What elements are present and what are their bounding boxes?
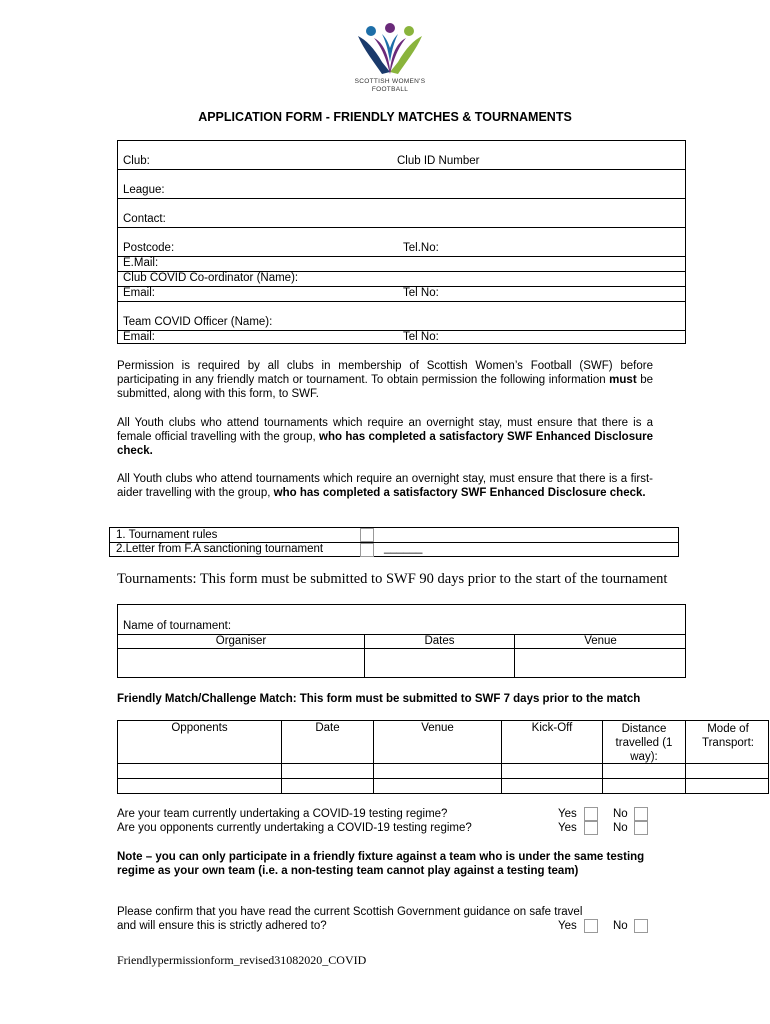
tournament-rules-checkbox[interactable] <box>360 528 374 542</box>
col-organiser: Organiser <box>215 635 267 647</box>
testing-regime-note: Note – you can only participate in a friendly fixture against a team who is under the same testing regime as your own team (i.e. a non-testing team cannot play against a testing team) <box>117 851 645 877</box>
officer-email-label: Email: <box>123 331 155 343</box>
first-aider-paragraph: All Youth clubs who attend tournaments which require an overnight stay, must ensure that there is a first-aider travelling with the group, who has completed a satisfactory SWF Enhanced Disclosure check. <box>117 473 653 499</box>
checklist-blank: ______ <box>384 542 423 554</box>
coordinator-email-label: Email: <box>123 287 155 299</box>
no-label-2: No <box>613 822 628 834</box>
tournaments-heading: Tournaments: This form must be submitted to SWF 90 days prior to the start of the tournament <box>117 571 668 587</box>
covid-coordinator-label: Club COVID Co-ordinator (Name): <box>123 272 299 284</box>
officer-tel-label: Tel No: <box>403 331 439 343</box>
logo-text: SCOTTISH WOMEN'S FOOTBALL <box>354 78 426 93</box>
confirm-line-2: and will ensure this is strictly adhered to? <box>117 920 327 932</box>
covid-question-1: Are your team currently undertaking a COVID-19 testing regime? <box>117 808 448 820</box>
col-venue: Venue <box>421 722 454 734</box>
fa-letter-checkbox[interactable] <box>360 543 374 557</box>
club-details-box <box>117 140 686 344</box>
email-label: E.Mail: <box>123 257 159 269</box>
team-covid-officer-label: Team COVID Officer (Name): <box>123 316 273 328</box>
form-title: APPLICATION FORM - FRIENDLY MATCHES & TOURNAMENTS <box>198 110 572 124</box>
yes-label-3: Yes <box>558 920 577 932</box>
no-label-3: No <box>613 920 628 932</box>
club-id-label: Club ID Number <box>397 155 480 167</box>
postcode-label: Postcode: <box>123 242 175 254</box>
no-label-1: No <box>613 808 628 820</box>
tournament-rules-label: 1. Tournament rules <box>116 529 218 541</box>
swf-logo <box>352 22 428 98</box>
col-date: Date <box>315 722 340 734</box>
fa-letter-label: 2.Letter from F.A sanctioning tournament <box>116 543 324 555</box>
covid-q1-no-checkbox[interactable] <box>634 807 648 821</box>
confirm-yes-checkbox[interactable] <box>584 919 598 933</box>
col-kickoff: Kick-Off <box>531 722 573 734</box>
female-official-paragraph: All Youth clubs who attend tournaments which require an overnight stay, must ensure that there is a female official travelling with the group, who has completed a satisfactory SWF Enhanced Disclosure check. <box>117 417 653 457</box>
league-label: League: <box>123 184 165 196</box>
covid-q2-no-checkbox[interactable] <box>634 821 648 835</box>
swf-logo-icon <box>352 22 428 78</box>
permission-paragraph: Permission is required by all clubs in membership of Scottish Women’s Football (SWF) before participating in any friendly match or tournament. To obtain permission the following information must be submitted, along with this form, to SWF. <box>117 360 654 400</box>
col-venue: Venue <box>584 635 617 647</box>
yes-label-1: Yes <box>558 808 577 820</box>
covid-question-2: Are you opponents currently undertaking a COVID-19 testing regime? <box>117 822 472 834</box>
col-distance: Distance travelled (1 way): <box>615 723 673 763</box>
col-dates: Dates <box>424 635 455 647</box>
friendly-table <box>117 720 769 794</box>
covid-q2-yes-checkbox[interactable] <box>584 821 598 835</box>
friendly-heading: Friendly Match/Challenge Match: This form must be submitted to SWF 7 days prior to the match <box>117 693 641 705</box>
tournament-table <box>117 604 686 678</box>
club-label: Club: <box>123 155 150 167</box>
confirm-line-1: Please confirm that you have read the current Scottish Government guidance on safe travel <box>117 906 583 918</box>
col-opponents: Opponents <box>171 722 228 734</box>
confirm-no-checkbox[interactable] <box>634 919 648 933</box>
covid-q1-yes-checkbox[interactable] <box>584 807 598 821</box>
coordinator-tel-label: Tel No: <box>403 287 439 299</box>
yes-label-2: Yes <box>558 822 577 834</box>
attachments-checklist <box>109 527 679 557</box>
contact-label: Contact: <box>123 213 166 225</box>
tel-label: Tel.No: <box>403 242 439 254</box>
tournament-name-label: Name of tournament: <box>123 620 232 632</box>
col-transport: Mode of Transport: <box>702 723 754 749</box>
footer-filename: Friendlypermissionform_revised31082020_COVID <box>117 953 367 967</box>
